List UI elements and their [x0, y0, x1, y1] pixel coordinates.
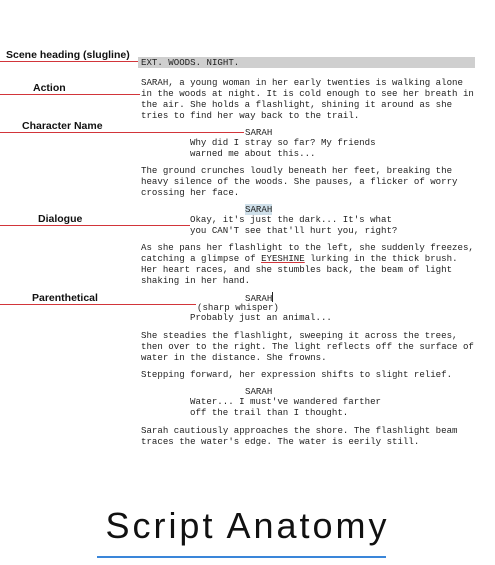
- label-parenthetical: Parenthetical: [32, 292, 98, 304]
- action-text: catching a glimpse of: [141, 253, 262, 264]
- action-line: Her heart races, and she stumbles back, the beam of light: [141, 264, 453, 275]
- action-line: in the woods at night. It is cold enough to see her breath in: [141, 88, 474, 99]
- action-line: the air. She holds a flashlight, shining it around as she: [141, 99, 453, 110]
- label-character-name: Character Name: [22, 120, 103, 132]
- action-line: As she pans her flashlight to the left, she suddenly freezes,: [141, 242, 474, 253]
- dialogue-line: Probably just an animal...: [190, 312, 332, 323]
- dialogue-line: off the trail than I thought.: [190, 407, 349, 418]
- action-line: then over to the right. The light reflects off the surface of: [141, 341, 474, 352]
- action-line: The ground crunches loudly beneath her feet, breaking the: [141, 165, 453, 176]
- character-name-highlighted: SARAH: [245, 204, 273, 215]
- dialogue-line: you CAN'T see that'll hurt you, right?: [190, 225, 398, 236]
- action-line: water in the distance. She frowns.: [141, 352, 327, 363]
- title-underline: [97, 556, 386, 558]
- action-line: SARAH, a young woman in her early twenties is walking alone: [141, 77, 463, 88]
- action-line: heavy silence of the woods. She pauses, a flicker of worry: [141, 176, 458, 187]
- slugline: EXT. WOODS. NIGHT.: [141, 57, 240, 68]
- action-line: traces the water's edge. The water is eerily still.: [141, 436, 420, 447]
- label-scene-heading: Scene heading (slugline): [6, 49, 130, 61]
- action-line: Sarah cautiously approaches the shore. The flashlight beam: [141, 425, 458, 436]
- label-action: Action: [33, 82, 66, 94]
- dialogue-line: warned me about this...: [190, 148, 316, 159]
- action-line: Stepping forward, her expression shifts to slight relief.: [141, 369, 453, 380]
- dialogue-line: Water... I must've wandered farther: [190, 396, 381, 407]
- character-name: SARAH: [245, 127, 273, 138]
- dialogue-line: Okay, it's just the dark... It's what: [190, 214, 392, 225]
- page-title: Script Anatomy: [105, 505, 390, 546]
- action-line: shaking in her hand.: [141, 275, 251, 286]
- eyeshine-word: EYESHINE: [261, 253, 305, 264]
- character-name: SARAH: [245, 386, 273, 397]
- action-line: tries to find her way back to the trail.: [141, 110, 360, 121]
- action-line: She steadies the flashlight, sweeping it across the trees,: [141, 330, 458, 341]
- label-dialogue: Dialogue: [38, 213, 83, 225]
- dialogue-line: Why did I stray so far? My friends: [190, 137, 376, 148]
- action-line: [141, 253, 458, 264]
- text-cursor: [272, 292, 273, 302]
- action-text: lurking in the thick brush.: [304, 253, 458, 264]
- parenthetical: (sharp whisper): [197, 302, 279, 313]
- character-name-text: SARAH: [245, 293, 273, 304]
- action-line: crossing her face.: [141, 187, 240, 198]
